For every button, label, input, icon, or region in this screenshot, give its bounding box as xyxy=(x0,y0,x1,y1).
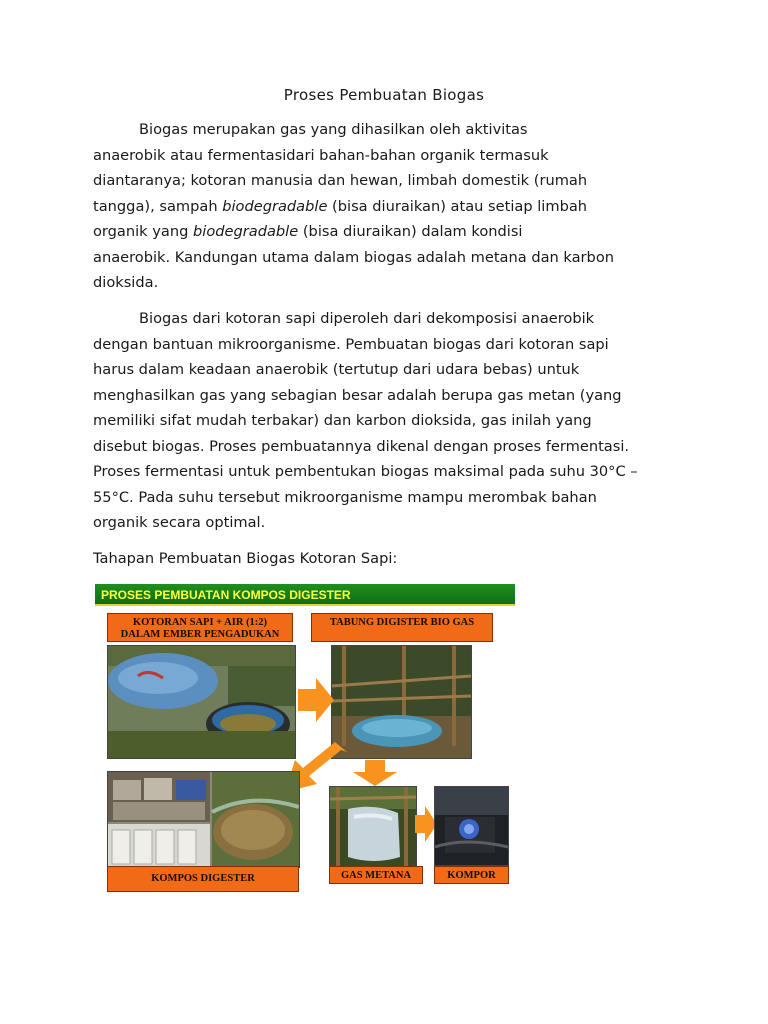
text-line: 55°C. Pada suhu tersebut mikroorganisme mampu merombak bahan xyxy=(93,488,597,506)
photo-mixing-bucket xyxy=(107,645,296,759)
text-line: disebut biogas. Proses pembuatannya dikenal dengan proses fermentasi. xyxy=(93,437,630,455)
label-kompor: KOMPOR xyxy=(434,866,509,884)
text-line: Biogas merupakan gas yang dihasilkan oleh aktivitas xyxy=(139,121,528,138)
label-compost: KOMPOS DIGESTER xyxy=(107,866,299,892)
document-title: Proses Pembuatan Biogas xyxy=(283,86,485,104)
text-line: dengan bantuan mikroorganisme. Pembuatan biogas dari kotoran sapi xyxy=(93,335,609,353)
text-line xyxy=(93,219,683,245)
label-mixing-line2: DALAM EMBER PENGADUKAN xyxy=(120,629,280,640)
text-line: Biogas dari kotoran sapi diperoleh dari dekomposisi anaerobik xyxy=(139,310,595,327)
text-line: anaerobik. Kandungan utama dalam biogas adalah metana dan karbon xyxy=(93,248,614,266)
photo-kompor xyxy=(434,786,509,866)
italic-term: biodegradable xyxy=(222,197,328,215)
text-line: organik secara optimal. xyxy=(93,514,266,531)
label-digester: TABUNG DIGISTER BIO GAS xyxy=(311,613,493,642)
text-line: memiliki sifat mudah terbakar) dan karbon dioksida, gas inilah yang xyxy=(93,412,592,429)
paragraph-steps-heading: Tahapan Pembuatan Biogas Kotoran Sapi: xyxy=(93,550,398,567)
photo-digester-tank xyxy=(331,645,472,759)
photo-gas-metana xyxy=(329,786,417,868)
text-line: anaerobik atau fermentasidari bahan-bahan organik termasuk xyxy=(93,146,549,164)
label-mixing-line1: KOTORAN SAPI + AIR (1:2) xyxy=(132,617,268,628)
text-line xyxy=(93,194,683,220)
text-line: menghasilkan gas yang sebagian besar adalah berupa gas metan (yang xyxy=(93,386,622,404)
text-segment: (bisa diuraikan) atau setiap limbah xyxy=(327,197,588,215)
paragraph-definition xyxy=(93,117,683,296)
text-segment: (bisa diuraikan) dalam kondisi xyxy=(298,223,523,240)
text-line: harus dalam keadaan anaerobik (tertutup dari udara bebas) untuk xyxy=(93,361,580,378)
text-line: dioksida. xyxy=(93,274,159,291)
label-mixing xyxy=(107,613,293,642)
paragraph-process xyxy=(93,306,683,536)
biogas-process-diagram xyxy=(93,582,518,897)
italic-term: biodegradable xyxy=(193,223,299,240)
label-gas-metana: GAS METANA xyxy=(329,866,423,884)
text-segment: tangga), sampah xyxy=(93,197,223,215)
text-line: Proses fermentasi untuk pembentukan biogas maksimal pada suhu 30°C – xyxy=(93,463,638,480)
diagram-banner: PROSES PEMBUATAN KOMPOS DIGESTER xyxy=(95,584,515,606)
text-segment: organik yang xyxy=(93,223,194,240)
arrow-right-icon xyxy=(298,678,334,722)
text-line: diantaranya; kotoran manusia dan hewan, limbah domestik (rumah xyxy=(93,172,588,189)
photo-compost-digester xyxy=(107,771,300,868)
arrow-down-icon xyxy=(353,760,397,786)
